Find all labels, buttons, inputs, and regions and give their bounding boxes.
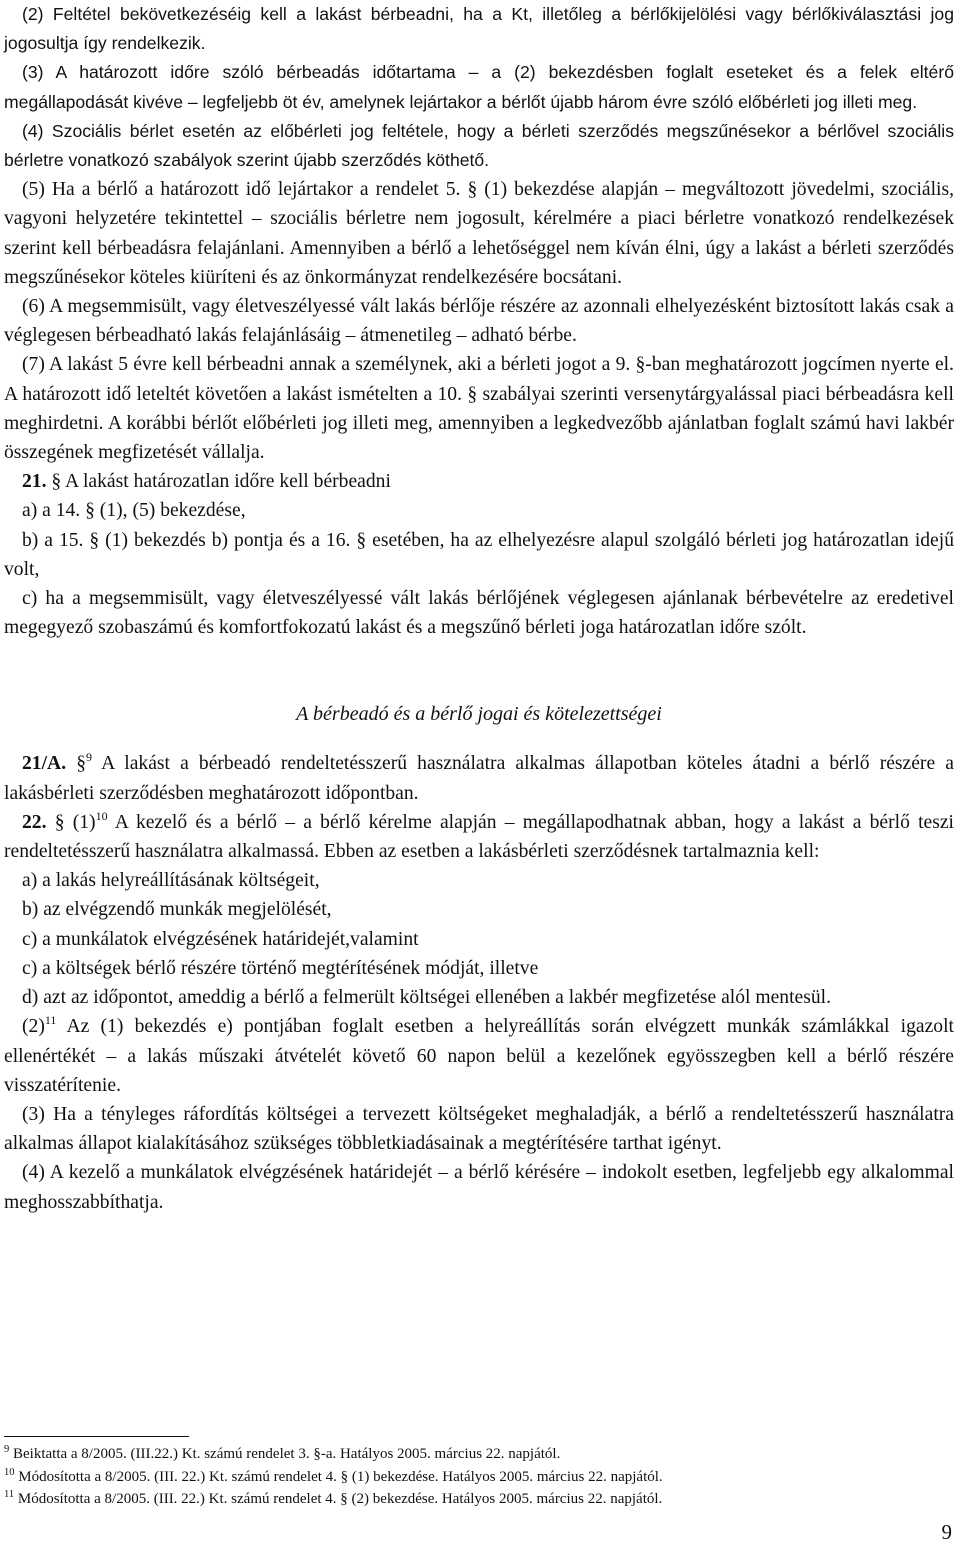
section-21a — [4, 749, 954, 807]
section-22-number: 22. — [22, 811, 47, 833]
footnote-text: Módosította a 8/2005. (III. 22.) Kt. számú rendelet 4. § (2) bekezdése. Hatályos 2005. március 22. napjától. — [17, 1491, 663, 1507]
section-22-1-label: § (1) — [54, 811, 96, 833]
section-22-4: (4) A kezelő a munkálatok elvégzésének határidejét – a bérlő kérésére – indokolt esetben, legfeljebb egy alkalommal meghosszabbíthatja. — [4, 1162, 954, 1213]
section-21-number: 21. — [22, 471, 47, 493]
footnotes — [4, 1443, 954, 1511]
footnote-number: 11 — [4, 1489, 15, 1500]
section-heading: A bérbeadó és a bérlő jogai és kötelezettségei — [296, 703, 662, 726]
footnote-10 — [4, 1466, 954, 1489]
section-22-item-a: a) a lakás helyreállításának költségeit, — [22, 870, 320, 892]
paragraph-20-6: (6) A megsemmisült, vagy életveszélyessé vált lakás bérlője részére az azonnali elhelyezésként biztosított lakás csak a véglegesen bérbeadható lakás felajánlásáig – átmenetileg – adható bérbe. — [4, 296, 954, 347]
section-21a-number: 21/A. — [22, 753, 67, 775]
section-22-2 — [4, 1012, 954, 1100]
section-22-2-label: (2) — [22, 1016, 45, 1038]
section-22-item-b: b) az elvégzendő munkák megjelölését, — [22, 899, 332, 921]
section-22-3: (3) Ha a tényleges ráfordítás költségei a tervezett költségeket meghaladják, a bérlő a rendeltetésszerű használatra alkalmas állapot kialakításához szükséges többletkiadásainak a megtérítésére tarthat igényt. — [4, 1103, 954, 1155]
paragraph-20-3: (3) A határozott időre szóló bérbeadás időtartama – a (2) bekezdésben foglalt eseteket és a felek eltérő megállapodását kivéve – legfeljebb öt év, amelynek lejártakor a bérlőt újabb három évre szóló előbérleti jog illeti meg. — [4, 62, 954, 112]
paragraph-20-4: (4) Szociális bérlet esetén az előbérleti jog feltétele, hogy a bérleti szerződés megszűnésekor a bérlővel szociális bérletre vonatkozó szabályok szerint újabb szerződés köthető. — [4, 120, 954, 171]
footnote-9 — [4, 1443, 954, 1466]
section-22-1 — [4, 808, 954, 866]
footnote-ref-10[interactable]: 10 — [95, 808, 108, 823]
footnote-text: Beiktatta a 8/2005. (III.22.) Kt. számú rendelet 3. §-a. Hatályos 2005. március 22. napjától. — [13, 1446, 561, 1462]
section-22-1-text: A kezelő és a bérlő – a bérlő kérelme alapján – megállapodhatnak abban, hogy a lakást a bérlő teszi rendeltetésszerű használatra alkalmassá. Ebben az esetben a lakásbérleti szerződésnek tartalmaznia kell: — [4, 811, 954, 863]
paragraph-20-2: (2) Feltétel bekövetkezéséig kell a lakást bérbeadni, ha a Kt, illetőleg a bérlőkijelölési vagy bérlőkiválasztási jog jogosultja így rendelkezik. — [4, 4, 954, 54]
section-21-text: § A lakást határozatlan időre kell bérbeadni — [51, 471, 391, 493]
paragraph-20-5: (5) Ha a bérlő a határozott idő lejártakor a rendelet 5. § (1) bekezdése alapján – megváltozott jövedelmi, szociális, vagyoni helyzetére tekintettel – szociális bérletre nem jogosult, kérelmére a piaci bérletre vonatkozó rendelkezések szerint kell bérbeadásra felajánlani. Amennyiben a bérlő a lehetőséggel nem kíván élni, úgy a lakást a bérleti szerződés megszűnésekor köteles kiüríteni és az önkormányzat rendelkezésére bocsátani. — [4, 179, 954, 288]
section-21-item-b: b) a 15. § (1) bekezdés b) pontja és a 16. § esetében, ha az elhelyezésre alapul szolgáló bérleti jog határozatlan idejű volt, — [4, 529, 954, 580]
footnote-ref-9[interactable]: 9 — [86, 750, 93, 765]
section-21-item-c: c) ha a megsemmisült, vagy életveszélyessé vált lakás bérlőjének véglegesen ajánlanak bérbevételre az eredetivel megegyező szobaszámú és komfortfokozatú lakást és a megszűnő bérleti joga határozatlan időre szólt. — [4, 588, 954, 639]
footnote-ref-11[interactable]: 11 — [44, 1013, 57, 1028]
footnote-text: Módosította a 8/2005. (III. 22.) Kt. számú rendelet 4. § (1) bekezdése. Hatályos 2005. március 22. napjától. — [18, 1468, 663, 1485]
paragraph-20-7: (7) A lakást 5 évre kell bérbeadni annak a személynek, aki a bérleti jogot a 9. §-ban meghatározott jogcímen nyerte el. A határozott idő leteltét követően a lakást ismételten a 10. § szabályai szerinti versenytárgyalással piaci bérbeadásra kell meghirdetni. A korábbi bérlőt előbérleti jog illeti meg, amennyiben a legkedvezőbb ajánlatban foglalt számú havi lakbér összegének megfizetését vállalja. — [4, 354, 954, 464]
section-21-item-a: a) a 14. § (1), (5) bekezdése, — [22, 500, 246, 522]
section-21a-text: A lakást a bérbeadó rendeltetésszerű használatra alkalmas állapotban köteles átadni a bérlő részére a lakásbérleti szerződésben meghatározott időpontban. — [4, 753, 954, 804]
section-22-2-text: Az (1) bekezdés e) pontjában foglalt esetben a helyreállítás során elvégzett munkák számlákkal igazolt ellenértékét – a lakás műszaki átvételét követő 60 napon belül a kezelőnek egyösszegben kell a bérlő részére visszatérítenie. — [4, 1016, 954, 1096]
document-page — [4, 0, 954, 1217]
footnote-divider — [4, 1436, 189, 1437]
section-22-item-d: d) azt az időpontot, ameddig a bérlő a felmerült költségei ellenében a lakbér megfizetése alól mentesül. — [22, 987, 832, 1009]
page-number: 9 — [941, 1520, 952, 1544]
section-22-item-c1: c) a munkálatok elvégzésének határidejét,valamint — [22, 928, 419, 950]
footnote-number: 9 — [4, 1444, 10, 1455]
section-21a-symbol: § — [76, 753, 87, 775]
footnote-11 — [4, 1488, 954, 1511]
section-22-item-c2: c) a költségek bérlő részére történő megtérítésének módját, illetve — [22, 957, 539, 979]
footnote-number: 10 — [4, 1466, 15, 1478]
section-21-intro — [4, 467, 954, 496]
